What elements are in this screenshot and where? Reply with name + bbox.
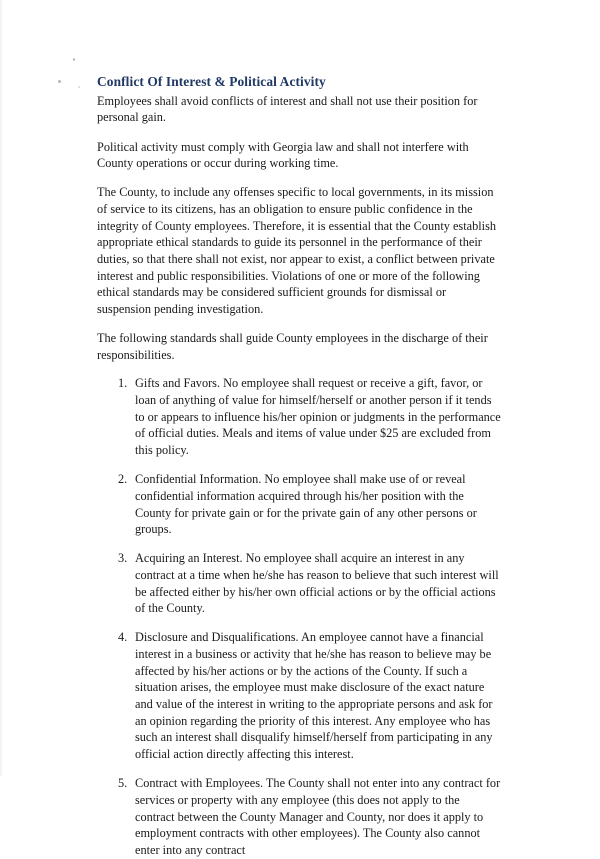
paragraph-employees-conflicts: Employees shall avoid conflicts of interest and shall not use their position for personal gain.	[97, 93, 478, 125]
list-item-number: 4.	[118, 630, 128, 645]
paragraph-political-activity: Political activity must comply with Georgia law and shall not interfere with County operations or occur during working time.	[97, 139, 469, 171]
list-item-number: 5.	[118, 776, 128, 791]
list-item-number: 1.	[118, 376, 128, 391]
list-item-text: Confidential Information. No employee shall make use of or reveal confidential information acquired through his/her position with the County for private gain or for the private gain of any other persons or groups.	[135, 472, 477, 537]
page-left-edge-shading	[0, 0, 2, 776]
list-item-text: Acquiring an Interest. No employee shall acquire an interest in any contract at a time when he/she has reason to believe that such interest will be affected either by his/her own official actions or by the official actions of the County.	[135, 551, 499, 616]
list-item-text: Contract with Employees. The County shall not enter into any contract for services or property with any employee (this does not apply to the contract between the County Manager and County, nor does it apply to employment contracts with other employees). The County also cannot enter into any contract	[135, 776, 501, 857]
list-item	[97, 629, 501, 762]
scan-artifact-speck	[78, 86, 80, 88]
page-title: Conflict Of Interest & Political Activity	[97, 74, 326, 89]
ethical-standards-list	[97, 375, 501, 858]
document-body	[97, 74, 501, 859]
paragraph-county-mission: The County, to include any offenses specific to local governments, in its mission of service to its citizens, has an obligation to ensure public confidence in the integrity of County employees. Therefore, it is essential that the County establish appropriate ethical standards to guide its personnel in the performance of their duties, so that there shall not exist, nor appear to exist, a conflict between private interest and public responsibilities. Violations of one or more of the following ethical standards may be considered sufficient grounds for dismissal or suspension pending investigation.	[97, 185, 497, 316]
paragraph-following-standards: The following standards shall guide County employees in the discharge of their responsibilities.	[97, 331, 488, 362]
scan-artifact-speck	[58, 80, 61, 83]
list-item-text: Gifts and Favors. No employee shall request or receive a gift, favor, or loan of anything of value for himself/herself or another person if it tends to or appears to influence his/her opinion or judgments in the performance of official duties. Meals and items of value under $25 are excluded from this policy.	[135, 376, 501, 458]
list-item	[97, 775, 501, 858]
scan-artifact-speck	[73, 58, 75, 61]
list-item	[97, 550, 501, 617]
list-item-text: Disclosure and Disqualifications. An employee cannot have a financial interest in a business or activity that he/she has reason to believe may be affected by his/her actions or by the actions of the County. If such a situation arises, the employee must make disclosure of the exact nature and value of the interest in writing to the appropriate persons and ask for an opinion regarding the priority of this interest. Any employee who has such an interest shall disqualify himself/herself from participating in any official action directly affecting this interest.	[135, 630, 493, 762]
list-item-number: 2.	[118, 472, 128, 487]
list-item	[97, 471, 501, 538]
list-item	[97, 375, 501, 458]
list-item-number: 3.	[118, 551, 128, 566]
